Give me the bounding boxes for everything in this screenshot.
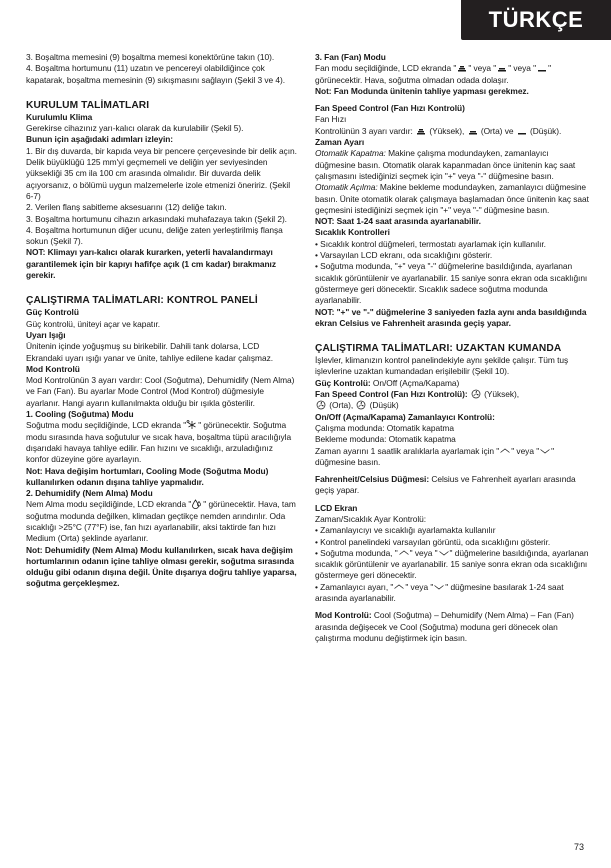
paragraph: [315, 474, 590, 497]
paragraph: Ünitenin içinde yoğuşmuş su birikebilir. Dahili tank dolarsa, LCD Ekrandaki uyarı ışığı yanar ve ünite, tahliye edilene kadar çalışmaz.: [26, 341, 273, 363]
paragraph: [315, 378, 590, 389]
paragraph: [315, 182, 590, 216]
text: Makine çalışma modundayken, zamanlayıcı düğmesine basın. Otomatik olarak kapanmadan önce ünitenin kaç saat çalışmasını istediğinizi seçmek için "+" veya "-" düğmesine basın.: [315, 148, 576, 181]
fan-med-icon: [496, 63, 508, 73]
left-column: [26, 52, 298, 590]
language-tab: TÜRKÇE: [461, 0, 611, 40]
paragraph: Zaman/Sıcaklık Ayar Kontrolü:: [315, 513, 427, 524]
subheading: Fan Speed Control (Fan Hızı Kontrolü): [315, 103, 465, 114]
note: Not: Fan Modunda ünitenin tahliye yapması gerekmez.: [315, 85, 529, 96]
text: (Yüksek),: [481, 389, 520, 400]
fan-low-icon: [536, 63, 548, 73]
paragraph: [26, 499, 298, 544]
note: NOT: Saat 1-24 saat arasında ayarlanabilir.: [315, 216, 481, 227]
text: Makine bekleme modundayken, zamanlayıcı düğmesine basın. Ünite otomatik olarak çalışmaya başlamadan önce ünitenin kaç saat geçmesini istediğinizi seçmek için "+" veya "-" düğmesine basın.: [315, 182, 589, 215]
list-item: 4. Boşaltma hortumunun diğer ucunu, deliğe zaten yerleştirilmiş flanşa sokun (Şekil 7).: [26, 224, 283, 247]
text: " veya ": [405, 581, 434, 592]
fan-med-icon: [467, 126, 479, 136]
paragraph: Çalışma modunda: Otomatik kapatma: [315, 422, 454, 433]
paragraph: [315, 446, 590, 469]
paragraph: [315, 610, 590, 644]
paragraph: Gerekirse cihazınız yarı-kalıcı olarak da kurulabilir (Şekil 5).: [26, 123, 244, 134]
text: " görünecektir. Hava, tam soğutma modunda değilken, klimadan geçtikçe nemden arındırılır. Oda sıcaklığı >25°C (77°F) ise, fan hızı ayarlanabilir, aksi taktirde fan hızı Medium (Orta) şeklinde ayarlanır.: [26, 499, 296, 544]
paragraph: Güç kontrolü, üniteyi açar ve kapatır.: [26, 318, 161, 329]
subheading: Sıcaklık Kontrolleri: [315, 227, 390, 238]
subheading: Güç Kontrolü: [26, 307, 79, 318]
list-item: 2. Verilen flanş sabitleme aksesuarını (12) deliğe takın.: [26, 202, 227, 213]
section-title-remote: ÇALIŞTIRMA TALİMATLARI: UZAKTAN KUMANDA: [315, 343, 562, 355]
arrow-down-icon: [539, 446, 551, 456]
text: • Soğutma modunda, ": [315, 547, 398, 558]
fan-high-icon: [456, 63, 468, 73]
list-item: • Varsayılan LCD ekranı, oda sıcaklığını gösterir.: [315, 250, 493, 261]
subheading: Bunun için aşağıdaki adımları izleyin:: [26, 134, 174, 145]
text: Kontrolünün 3 ayarı vardır:: [315, 125, 416, 136]
text: Celsius ve Fahrenheit ayarları arasında geçiş yapar.: [315, 474, 576, 496]
paragraph: Mod Kontrolünün 3 ayarı vardır: Cool (Soğutma), Dehumidify (Nem Alma) ve Fan (Fan). Bu ayarlar Mode Control (Mod Kontrol) düğmesiyle ayarlanır. Hangi ayarın kullanılmakta olduğu bir ışıkla gösterilir.: [26, 375, 295, 408]
text: " veya ": [468, 63, 497, 74]
text: (Orta),: [327, 400, 356, 411]
label: Otomatik Açılma:: [315, 182, 378, 193]
text: " veya ": [409, 547, 438, 558]
section-title-install: KURULUM TALİMATLARI: [26, 99, 150, 111]
note: NOT: Klimayı yarı-kalıcı olarak kurarken, yeterli havalandırmayı garantilemek için bir kapıyı hafifçe açık (1 cm kadar) bırakmanız gerekir.: [26, 247, 276, 281]
arrow-down-icon: [433, 582, 445, 592]
arrow-up-icon: [398, 548, 410, 558]
fan-symbol-icon: [470, 389, 482, 399]
paragraph: 3. Boşaltma memesini (9) boşaltma memesi konektörüne takın (10).: [26, 52, 275, 62]
note: Not: Dehumidify (Nem Alma) Modu kullanılırken, sıcak hava değişim hortumlarının odanın içine tahliye olması gerekir, soğutma sırasında olduğu gibi odanın dışına değil. Ünite dışarıya doğru tahliye yaparsa, soğutma gerçekleşmez.: [26, 544, 297, 589]
label: Güç Kontrolü:: [315, 377, 371, 388]
list-item: 1. Bir dış duvarda, bir kapıda veya bir pencere çerçevesinde bir delik açın. Delik büyüklüğü 125 mm'yi geçmemeli ve deliğin yer seviyesinden yüksekliği 35 cm ila 100 cm arasında olmalıdır. Bir duvarda delik açıyorsanız, o bölümü uygun malzemelerle izole etmenizi öneririz. (Şekil 6-7): [26, 145, 297, 201]
subheading: Zaman Ayarı: [315, 137, 365, 148]
droplet-icon: [191, 499, 203, 509]
list-item: 3. Boşaltma hortumunu cihazın arkasındaki muhafazaya takın (Şekil 2).: [26, 213, 287, 224]
text: Soğutma modu seçildiğinde, LCD ekranda ": [26, 420, 187, 431]
fan-high-icon: [415, 126, 427, 136]
label: Fan Speed Control (Fan Hızı Kontrolü):: [315, 389, 468, 400]
text: (Yüksek),: [427, 125, 467, 136]
subheading: 2. Dehumidify (Nem Alma) Modu: [26, 488, 153, 499]
subheading: Uyarı Işığı: [26, 329, 66, 340]
text: " veya ": [511, 445, 540, 456]
subheading: On/Off (Açma/Kapama) Zamanlayıcı Kontrolü:: [315, 411, 495, 422]
text: " görünecektir. Soğutma modu sırasında hava soğutulur ve sıcak hava, boşaltma tüpü aracılığıyla dışarıdaki havaya tahliye edilir. Fan hızını ve sıcaklığı, arzuladığınız konfor düzeyine göre ayarlayın.: [26, 420, 292, 465]
paragraph: [315, 148, 590, 182]
fan-symbol-icon: [355, 400, 367, 410]
section-title-control-panel: ÇALIŞTIRMA TALİMATLARI: KONTROL PANELİ: [26, 295, 258, 307]
list-item: • Zamanlayıcıyı ve sıcaklığı ayarlamakta kullanılır: [315, 525, 496, 536]
label: Otomatik Kapatma:: [315, 148, 386, 159]
text: (Düşük): [367, 400, 399, 411]
list-item: [315, 548, 590, 582]
note: Not: Hava değişim hortumları, Cooling Mode (Soğutma Modu) kullanılırken odanın dışına tahliye yapmalıdır.: [26, 465, 269, 487]
page-number: 73: [573, 842, 584, 852]
subheading: 1. Cooling (Soğutma) Modu: [26, 409, 134, 420]
text: (Düşük).: [527, 125, 562, 136]
label: Fahrenheit/Celsius Düğmesi:: [315, 474, 430, 485]
subheading: Kurulumlu Klima: [26, 111, 93, 122]
text: " düğmelerine basıldığında, ayarlanan sıcaklık görüntülenir ve ayarlanabilir. 15 saniye sonra ekran oda sıcaklığını göstermeye geri dönecektir.: [315, 547, 589, 581]
subheading: 3. Fan (Fan) Modu: [315, 52, 386, 62]
note: NOT: "+" ve "-" düğmelerine 3 saniyeden fazla aynı anda basıldığında ekran Celsius ve Fahrenheit arasında geçiş yapar.: [315, 306, 587, 328]
paragraph: [315, 389, 590, 412]
arrow-up-icon: [499, 446, 511, 456]
text: Fan modu seçildiğinde, LCD ekranda ": [315, 63, 457, 74]
list-item: • Soğutma modunda, "+" veya "-" düğmelerine basıldığında, ayarlanan sıcaklık görüntülenir ve ayarlanabilir. 15 saniye sonra ekran oda sıcaklığını göstermeye geri dönecektir. Sıcaklık sadece soğutma modunda ayarlanabilir.: [315, 261, 588, 306]
text: On/Off (Açma/Kapama): [370, 377, 460, 388]
text: " veya ": [508, 63, 537, 74]
paragraph: [26, 420, 298, 465]
arrow-down-icon: [438, 548, 450, 558]
subheading: LCD Ekran: [315, 502, 358, 513]
text: • Zamanlayıcı ayarı, ": [315, 581, 394, 592]
paragraph: 4. Boşaltma hortumunu (11) uzatın ve pencereyi olabildiğince çok kapatarak, boşaltma memesinin (9) sıkışmasını sağlayın (Şekil 3 ve 4).: [26, 63, 286, 85]
text: " görünecektir. Hava, soğutma olmadan odada dolaşır.: [315, 63, 552, 85]
paragraph: [315, 126, 590, 137]
fan-symbol-icon: [315, 400, 327, 410]
list-item: • Kontrol panelindeki varsayılan görüntü, oda sıcaklığını gösterir.: [315, 536, 551, 547]
fan-low-icon: [516, 126, 528, 136]
right-column: [315, 52, 590, 644]
paragraph: [315, 63, 590, 86]
label: Mod Kontrolü:: [315, 610, 372, 621]
text: " düğmesine basın.: [315, 445, 555, 467]
text: Nem Alma modu seçildiğinde, LCD ekranda ": [26, 499, 192, 510]
list-item: • Sıcaklık kontrol düğmeleri, termostatı ayarlamak için kullanılır.: [315, 238, 546, 249]
paragraph: Bekleme modunda: Otomatik kapatma: [315, 434, 456, 445]
text: Zaman ayarını 1 saatlik aralıklarla ayarlamak için ": [315, 445, 500, 456]
snowflake-sun-icon: [186, 420, 198, 430]
list-item: [315, 582, 590, 605]
text: Cool (Soğutma) – Dehumidify (Nem Alma) – Fan (Fan) arasında değişecek ve Cool (Soğutma) moduna geri dönecek olan çalıştırma modunu değiştirmek için basın.: [315, 610, 574, 643]
subheading: Mod Kontrolü: [26, 363, 80, 374]
paragraph: İşlevler, klimanızın kontrol panelindekiyle aynı şekilde çalışır. Tüm tuş işlevlerine uzaktan kumandadan erişilebilir (Şekil 10).: [315, 355, 569, 377]
arrow-up-icon: [393, 582, 405, 592]
paragraph: Fan Hızı: [315, 114, 347, 125]
text: " düğmesine basılarak 1-24 saat arasında ayarlanabilir.: [315, 581, 564, 604]
text: (Orta) ve: [478, 125, 516, 136]
